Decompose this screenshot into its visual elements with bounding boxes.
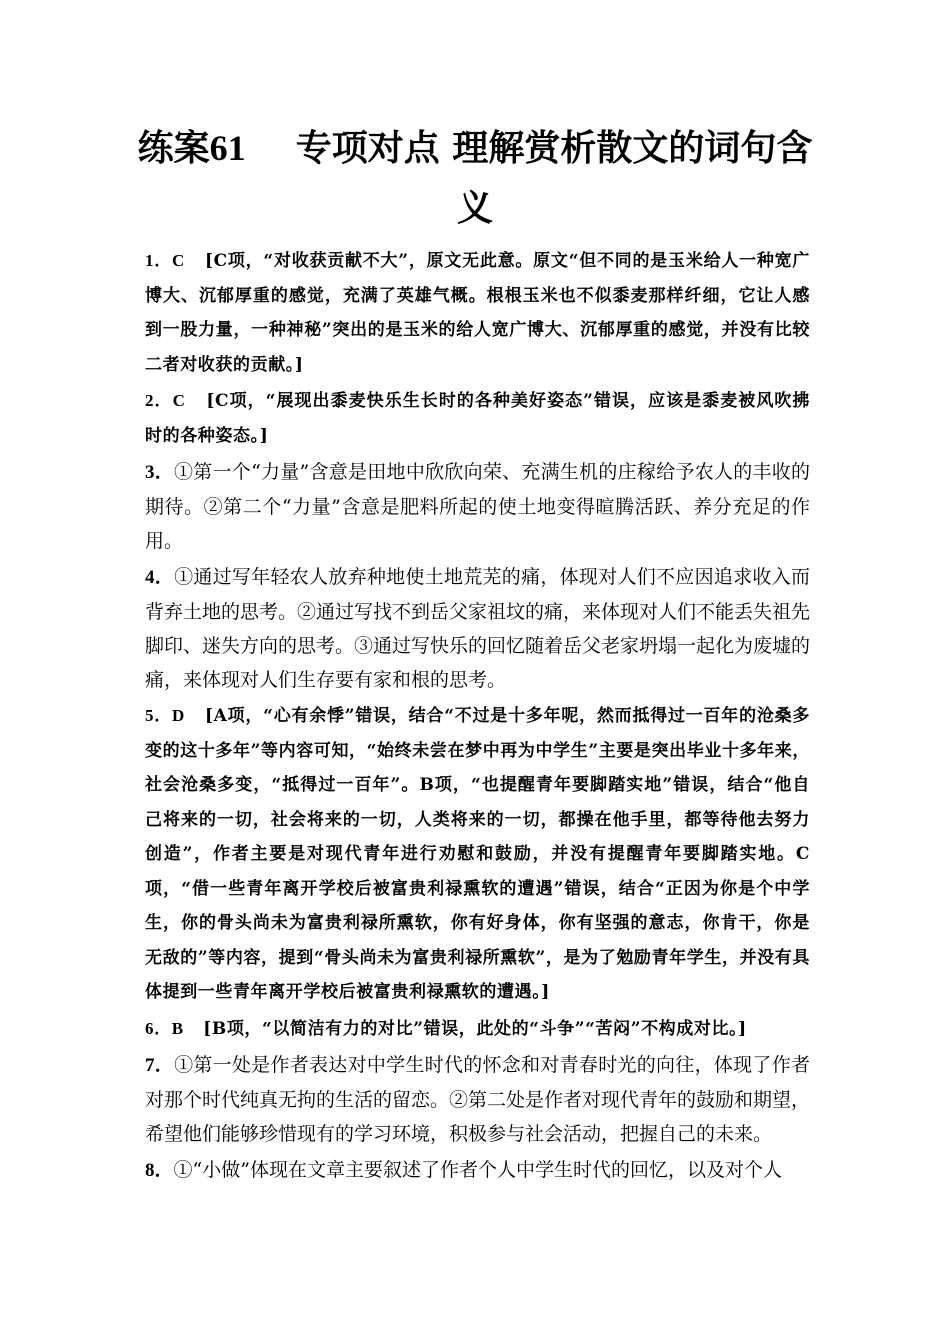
answer-number: 7． bbox=[145, 1055, 175, 1076]
page-title bbox=[130, 118, 820, 239]
answer-text: ①第一处是作者表达对中学生时代的怀念和对青春时光的向往，体现了作者对那个时代纯真无拘的生活的留恋。②第二处是作者对现代青年的鼓励和期望，希望他们能够珍惜现有的学习环境，积极参与社会活动，把握自己的未来。 bbox=[145, 1054, 811, 1145]
answer-number: 3． bbox=[145, 462, 175, 483]
answer-text: [C项，“展现出黍麦快乐生长时的各种美好姿态”错误，应该是黍麦被风吹拂时的各种姿态。] bbox=[145, 391, 811, 446]
answer-number: 5．D bbox=[145, 706, 185, 725]
answer-item-4 bbox=[145, 560, 810, 697]
answer-text: ①第一个“力量”含意是田地中欣欣向荣、充满生机的庄稼给予农人的丰收的期待。②第二个“力量”含意是肥料所起的使土地变得暄腾活跃、养分充足的作用。 bbox=[145, 461, 810, 552]
title-number: 61 bbox=[209, 128, 246, 168]
answer-text: [A项，“心有余悸”错误，结合“不过是十多年呢，然而抵得过一百年的沧桑多变的这十多年”等内容可知，“始终未尝在梦中再为中学生”主要是突出毕业十多年来，社会沧桑多变，“抵得过一百年”。B项，“也提醒青年要脚踏实地”错误，结合“他自己将来的一切，社会将来的一切，人类将来的一切，都操在他手里，都等待他去努力创造”，作者主要是对现代青年进行劝慰和鼓励，并没有提醒青年要脚踏实地。C项，“借一些青年离开学校后被富贵利禄熏软的遭遇”错误，结合“正因为你是个中学生，你的骨头尚未为富贵利禄所熏软，你有好身体，你有坚强的意志，你肯干，你是无敌的”等内容，提到“骨头尚未为富贵利禄所熏软”，是为了勉励青年学生，并没有具体提到一些青年离开学校后被富贵利禄熏软的遭遇。] bbox=[145, 706, 810, 1002]
answer-item-1 bbox=[145, 244, 810, 382]
answer-item-2 bbox=[145, 384, 810, 453]
answer-number: 1．C bbox=[145, 251, 185, 270]
answer-number: 6．B bbox=[145, 1018, 184, 1038]
answer-text: [C项，“对收获贡献不大”，原文无此意。原文“但不同的是玉米给人一种宽广博大、沉郁厚重的感觉，充满了英雄气概。根根玉米也不似黍麦那样纤细，它让人感到一股力量，一种神秘”突出的是玉米的给人宽广博大、沉郁厚重的感觉，并没有比较二者对收获的贡献。] bbox=[145, 251, 810, 375]
title-prefix: 练案 bbox=[137, 128, 210, 169]
answer-item-5 bbox=[145, 699, 810, 1010]
answer-text: ①“小做”体现在文章主要叙述了作者个人中学生时代的回忆，以及对个人 bbox=[173, 1159, 782, 1181]
title-rest: 专项对点 理解赏析散文的词句含义 bbox=[295, 128, 813, 229]
answer-item-6 bbox=[145, 1012, 810, 1047]
answer-list bbox=[145, 244, 810, 1190]
answer-text: ①通过写年轻农人放弃种地使土地荒芜的痛，体现对人们不应因追求收入而背弃土地的思考。②通过写找不到岳父家祖坟的痛，来体现对人们不能丢失祖先脚印、迷失方向的思考。③通过写快乐的回忆随着岳父老家坍塌一起化为废墟的痛，来体现对人们生存要有家和根的思考。 bbox=[145, 566, 811, 691]
answer-number: 8． bbox=[145, 1160, 174, 1181]
answer-number: 2．C bbox=[145, 391, 186, 410]
answer-item-3 bbox=[145, 455, 810, 558]
answer-number: 4． bbox=[145, 567, 175, 588]
answer-text: [B项，“以简洁有力的对比”错误，此处的“斗争”“苦闷”不构成对比。] bbox=[203, 1018, 747, 1039]
answer-item-7 bbox=[145, 1048, 810, 1151]
answer-item-8 bbox=[145, 1153, 810, 1188]
